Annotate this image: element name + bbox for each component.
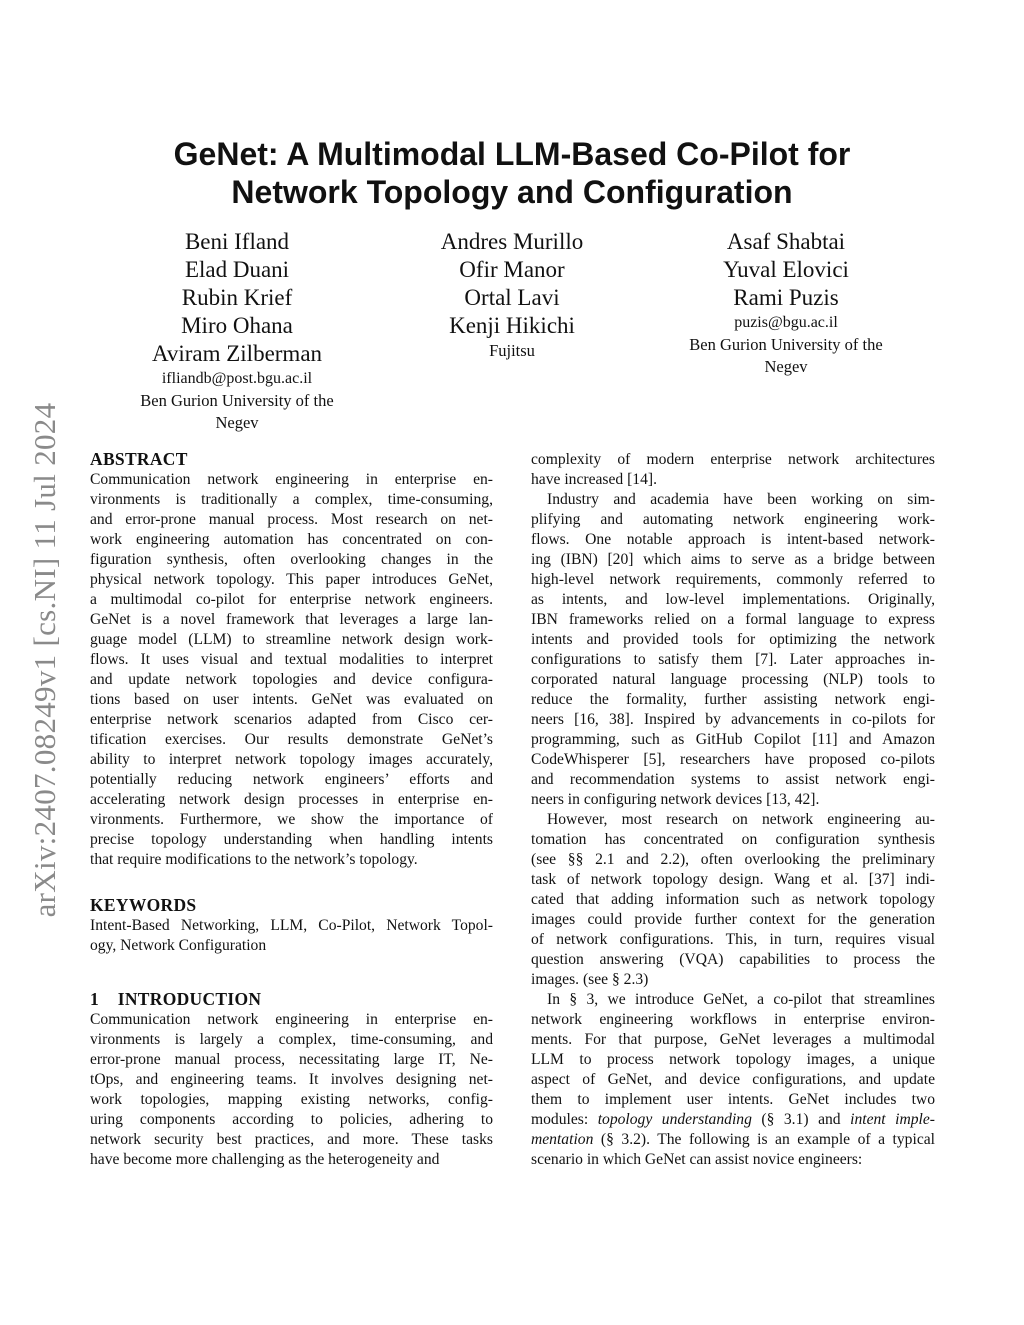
text-segment: (§ 3.2). The following is an example of a typical [593,1131,935,1148]
text-line: GeNet is a novel framework that leverages a large lan- [90,611,493,628]
text-line: aspect of GeNet, and device configurations, and update [531,1071,935,1088]
text-line [531,1110,935,1130]
text-line: neers [16, 38]. Inspired by advancements in co-pilots for [531,711,935,728]
text-line: LLM to process network topology images, a unique [531,1051,935,1068]
text-line: IBN frameworks relied on a formal language to express [531,611,935,628]
text-line: uring components according to policies, adhering to [90,1111,493,1128]
author-name: Miro Ohana [181,313,293,338]
text-line: accelerating network design processes in enterprise en- [90,791,493,808]
keywords-body [90,916,493,956]
text-line: tions based on user intents. GeNet was evaluated on [90,691,493,708]
text-line: and update network topologies and device configura- [90,671,493,688]
text-line: However, most research on network engineering au- [547,811,935,828]
text-line: tification exercises. Our results demonstrate GeNet’s [90,731,493,748]
text-line: and error-prone manual process. Most research on net- [90,511,493,528]
text-line: tomation has concentrated on configuration synthesis [531,831,935,848]
paper-title-line-2: Network Topology and Configuration [231,174,793,210]
author-name: Kenji Hikichi [449,313,575,338]
paragraph [531,990,935,1170]
left-column [90,448,493,1170]
text-line: vironments is traditionally a complex, time-consuming, [90,491,493,508]
text-line: ability to interpret network topology images accurately, [90,751,493,768]
author-name: Rubin Krief [181,285,293,310]
text-line: work topologies, mapping existing networks, config- [90,1091,493,1108]
text-line: task of network topology design. Wang et al. [37] indi- [531,871,935,888]
text-line: corporated natural language processing (NLP) tools to [531,671,935,688]
author-name: Andres Murillo [440,229,584,254]
text-line: flows. It uses visual and textual modalities to interpret [90,651,493,668]
text-line: programming, such as GitHub Copilot [11] and Amazon [531,731,935,748]
text-line: have become more challenging as the heterogeneity and [90,1151,440,1168]
author-affiliation: Ben Gurion University of the [140,391,334,410]
text-line: guage model (LLM) to streamline network design work- [90,631,493,648]
text-line: flows. One notable approach is intent-based network- [531,531,935,548]
text-line: figuration synthesis, often overlooking changes in the [90,551,493,568]
text-line: high-level network requirements, commonly referred to [531,571,935,588]
paper-title-line-1: GeNet: A Multimodal LLM-Based Co-Pilot for [173,136,851,172]
text-line: CodeWhisperer [5], researchers have proposed co-pilots [531,751,935,768]
text-line: vironments is largely a complex, time-consuming, and [90,1031,493,1048]
text-line: of network configurations. This, in turn, requires visual [531,931,935,948]
italic-term: intent imple- [850,1111,935,1128]
text-segment: (§ 3.1) and [751,1111,851,1128]
author-email[interactable]: ifliandb@post.bgu.ac.il [161,370,313,387]
text-line: cated that adding information such as network topology [531,891,935,908]
text-line: tOps, and engineering teams. It involves designing net- [90,1071,493,1088]
text-line: In § 3, we introduce GeNet, a co-pilot that streamlines [547,991,935,1008]
text-line: images could provide further context for the generation [531,911,935,928]
abstract-body [90,470,493,870]
text-line: physical network topology. This paper introduces GeNet, [90,571,493,588]
text-line: scenario in which GeNet can assist novice engineers: [531,1151,863,1168]
text-line: Intent-Based Networking, LLM, Co-Pilot, Network Topol- [90,917,493,934]
text-line: neers in configuring network devices [13, 42]. [531,791,820,808]
text-line: Communication network engineering in enterprise en- [90,471,493,488]
text-line: that require modifications to the network’s topology. [90,851,418,868]
text-line: ments. For that purpose, GeNet leverages a multimodal [531,1031,935,1048]
text-line: and recommendation systems to assist network engi- [531,771,935,788]
introduction-heading: 1 INTRODUCTION [90,989,262,1009]
text-line: Communication network engineering in enterprise en- [90,1011,493,1028]
text-line: ing (IBN) [20] which aims to serve as a bridge between [531,551,935,568]
text-line: have increased [14]. [531,471,657,488]
text-line: (see §§ 2.1 and 2.2), often overlooking the preliminary [531,851,935,868]
text-line: intents and provided tools for optimizing the network [531,631,935,648]
text-line: network engineering workflows in enterprise environ- [531,1011,935,1028]
text-line: potentially reducing network engineers’ efforts and [90,771,493,788]
author-affiliation: Ben Gurion University of the [689,335,883,354]
text-line: a multimodal co-pilot for enterprise network engineers. [90,591,493,608]
author-name: Asaf Shabtai [726,229,846,254]
text-line: complexity of modern enterprise network architectures [531,451,935,468]
text-line [531,1130,935,1150]
text-line: plifying and automating network engineering work- [531,511,935,528]
paragraph [531,810,935,990]
text-line: Industry and academia have been working on sim- [547,491,935,508]
text-line: ogy, Network Configuration [90,937,267,954]
text-line: them to implement user intents. GeNet includes two [531,1091,935,1108]
text-line: vironments. Furthermore, we show the importance of [90,811,493,828]
author-name: Aviram Zilberman [151,341,323,366]
paragraph [531,490,935,810]
right-column [531,450,935,1170]
author-block [372,228,652,362]
author-email[interactable]: puzis@bgu.ac.il [734,314,838,331]
author-affiliation: Negev [764,357,808,376]
author-name: Elad Duani [184,257,290,282]
author-affiliation: Fujitsu [489,341,535,360]
abstract-heading: ABSTRACT [90,449,188,469]
text-line: question answering (VQA) capabilities to process the [531,951,935,968]
text-line: error-prone manual process, necessitating large IT, Ne- [90,1051,493,1068]
text-segment: modules: [531,1111,598,1128]
text-line: work engineering automation has concentrated on con- [90,531,493,548]
arxiv-identifier: arXiv:2407.08249v1 [cs.NI] 11 Jul 2024 [27,402,62,918]
author-name: Rami Puzis [733,285,839,310]
introduction-body [90,1010,493,1170]
keywords-heading: KEYWORDS [90,895,197,915]
author-name: Ortal Lavi [464,285,560,310]
text-line: enterprise network scenarios adapted from Cisco cer- [90,711,493,728]
author-affiliation: Negev [215,413,259,432]
italic-term: topology understanding [597,1111,752,1128]
text-line: precise topology understanding when handling intents [90,831,493,848]
text-line: configurations to satisfy them [7]. Later approaches in- [531,651,935,668]
italic-term: mentation [531,1131,594,1148]
author-block [646,228,926,378]
author-name: Ofir Manor [459,257,565,282]
text-line: images. (see § 2.3) [531,971,649,988]
text-line: reduce the formality, further assisting network engi- [531,691,935,708]
text-line: as intents, and low-level implementations. Originally, [531,591,935,608]
paragraph [531,450,935,490]
author-name: Beni Ifland [184,229,290,254]
author-block [97,228,377,434]
text-line: network security best practices, and more. These tasks [90,1131,493,1148]
author-name: Yuval Elovici [723,257,849,282]
